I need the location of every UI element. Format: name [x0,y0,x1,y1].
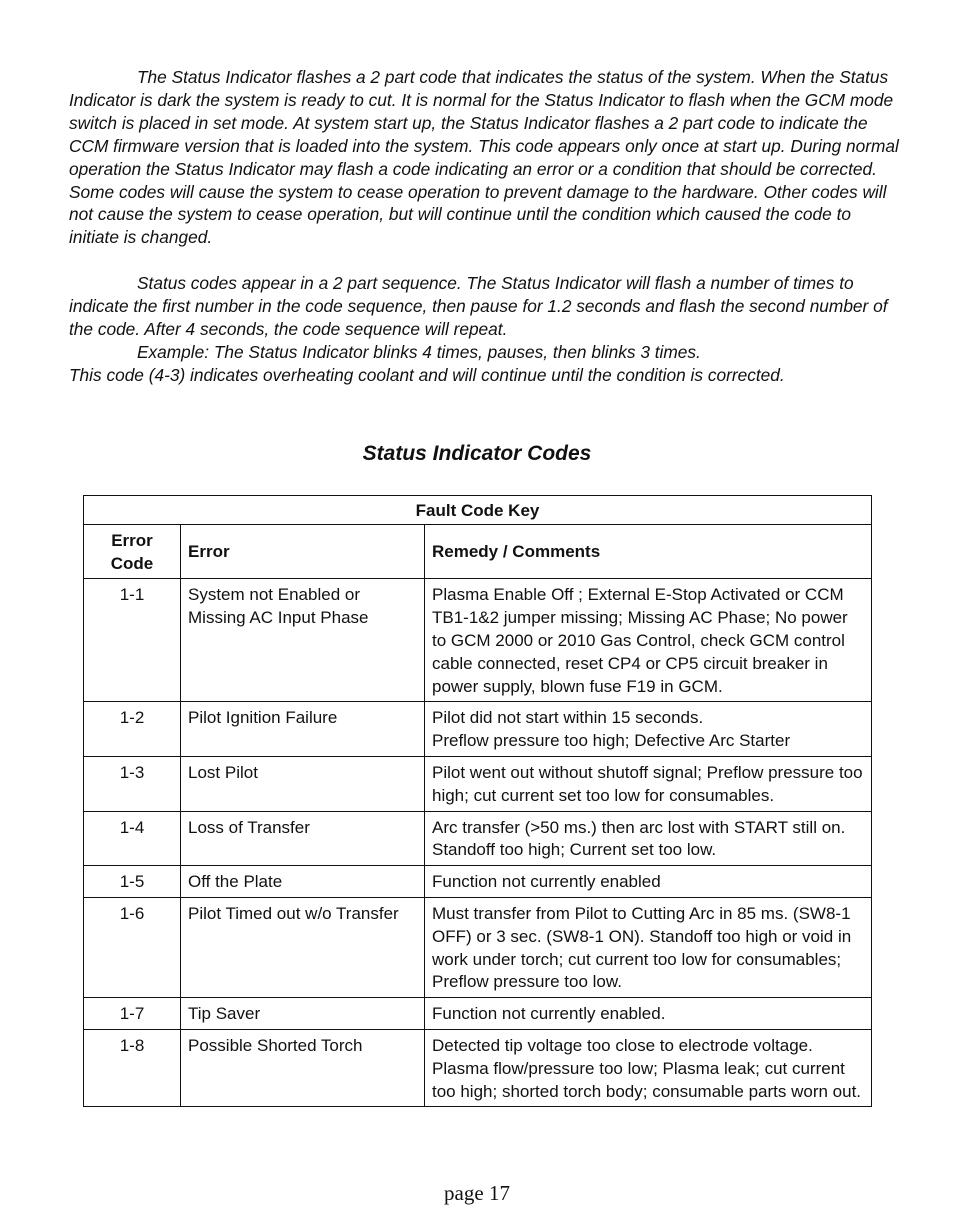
table-row [84,579,872,702]
intro-paragraph: The Status Indicator flashes a 2 part code that indicates the status of the system. When the Status Indicator is dark the system is ready to cut. It is normal for the Status Indicator to flash when the GCM mode switch is placed in set mode. At system start up, the Status Indicator flashes a 2 part code to indicate the CCM firmware version that is loaded into the system. This code appears only once at start up. During normal operation the Status Indicator may flash a code indicating an error or a condition that should be corrected. Some codes will cause the system to cease operation to prevent damage to the hardware. Other codes will not cause the system to cease operation, but will continue until the condition which caused the code to initiate is changed. [69,67,899,248]
table-row [84,866,872,898]
error-code-cell: 1-8 [84,1029,181,1106]
header-error-code: Error Code [84,524,181,579]
error-cell: Lost Pilot [181,756,425,811]
remedy-cell: Must transfer from Pilot to Cutting Arc in 85 ms. (SW8-1 OFF) or 3 sec. (SW8-1 ON). Standoff too high or void in work under torch; cut current too low for consumables; Preflow pressure too low. [425,897,872,997]
remedy-cell: Pilot went out without shutoff signal; Preflow pressure too high; cut current set too low for consumables. [425,756,872,811]
remedy-line: Preflow pressure too high; Defective Arc Starter [432,731,791,751]
example-explanation: This code (4-3) indicates overheating coolant and will continue until the condition is corrected. [69,364,785,385]
error-code-cell: 1-3 [84,756,181,811]
table-header-row [84,524,872,579]
intro-text [69,66,899,387]
error-code-cell: 1-4 [84,811,181,866]
table-row [84,1029,872,1106]
error-cell: Off the Plate [181,866,425,898]
intro-paragraph: Status codes appear in a 2 part sequence. The Status Indicator will flash a number of times to indicate the first number in the code sequence, then pause for 1.2 seconds and flash the second number of the code. After 4 seconds, the code sequence will repeat. [69,273,888,339]
error-cell: Tip Saver [181,998,425,1030]
error-cell: Possible Shorted Torch [181,1029,425,1106]
error-code-cell: 1-1 [84,579,181,702]
error-cell: Loss of Transfer [181,811,425,866]
table-row [84,702,872,757]
error-code-cell: 1-5 [84,866,181,898]
remedy-cell [425,702,872,757]
section-title: Status Indicator Codes [362,442,592,465]
remedy-line: Pilot did not start within 15 seconds. [432,708,704,728]
header-error: Error [181,524,425,579]
remedy-cell: Plasma Enable Off ; External E-Stop Activated or CCM TB1-1&2 jumper missing; Missing AC Phase; No power to GCM 2000 or 2010 Gas Control, check GCM control cable connected, reset CP4 or CP5 circuit breaker in power supply, blown fuse F19 in GCM. [425,579,872,702]
error-cell: Pilot Timed out w/o Transfer [181,897,425,997]
remedy-cell: Function not currently enabled [425,866,872,898]
table-row [84,897,872,997]
header-remedy: Remedy / Comments [425,524,872,579]
example-line: Example: The Status Indicator blinks 4 times, pauses, then blinks 3 times. [137,341,701,362]
table-caption: Fault Code Key [84,496,872,525]
remedy-cell: Function not currently enabled. [425,998,872,1030]
remedy-cell: Arc transfer (>50 ms.) then arc lost with START still on. Standoff too high; Current set too low. [425,811,872,866]
table-row [84,811,872,866]
error-code-cell: 1-2 [84,702,181,757]
remedy-cell: Detected tip voltage too close to electrode voltage. Plasma flow/pressure too low; Plasma leak; cut current too high; shorted torch body; consumable parts worn out. [425,1029,872,1106]
error-code-cell: 1-7 [84,998,181,1030]
error-cell: Pilot Ignition Failure [181,702,425,757]
fault-code-table [83,495,872,1107]
table-row [84,756,872,811]
error-code-cell: 1-6 [84,897,181,997]
table-row [84,998,872,1030]
error-cell: System not Enabled or Missing AC Input Phase [181,579,425,702]
table-caption-row [84,496,872,525]
page-number: page 17 [444,1181,510,1205]
